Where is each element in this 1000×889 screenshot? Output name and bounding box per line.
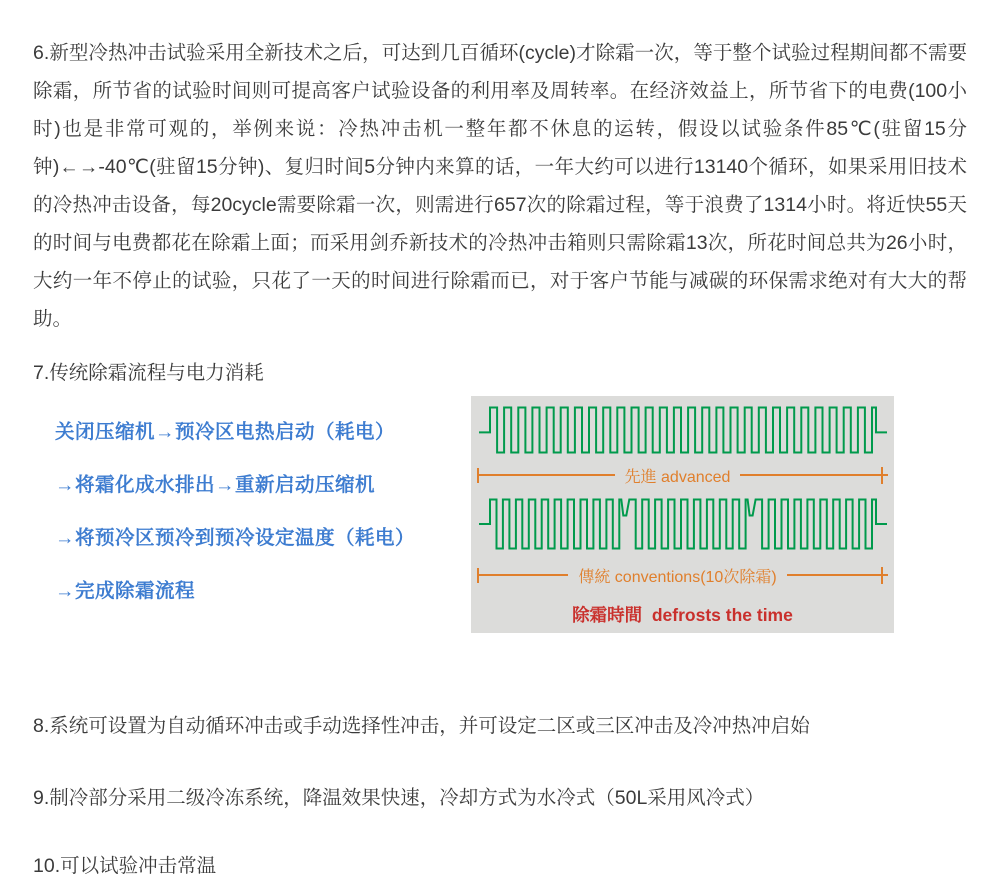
section-7-heading: 7.传统除霜流程与电力消耗: [33, 362, 264, 384]
advanced-waveform: [478, 406, 888, 454]
figure-caption: 除霜時間 defrosts the time: [572, 605, 793, 625]
conventional-dimension: [477, 566, 888, 584]
conventional-waveform: [478, 498, 888, 550]
dimension-line: [479, 474, 615, 476]
defrost-step-1: 关闭压缩机→预冷区电热启动（耗电）: [55, 421, 396, 443]
paragraph-item-9: 9.制冷部分采用二级冷冻系统，降温效果快速，冷却方式为水冷式（50L采用风冷式）: [33, 787, 765, 809]
defrost-step-2: →将霜化成水排出→重新启动压缩机: [55, 474, 376, 496]
defrost-steps-list: [33, 396, 471, 632]
dimension-right-cap-icon: [876, 567, 888, 584]
dimension-line: [479, 574, 568, 576]
defrost-comparison-figure: [471, 396, 894, 633]
defrost-flow-section: [33, 396, 967, 633]
paragraph-item-10: 10.可以试验冲击常温: [33, 855, 217, 877]
advanced-dimension: [477, 466, 888, 484]
advanced-label: 先進 advanced: [624, 468, 731, 486]
defrost-step-3: →将预冷区预冷到预冷设定温度（耗电）: [55, 527, 416, 549]
defrost-step-4: →完成除霜流程: [55, 580, 196, 602]
paragraph-item-6: 6.新型冷热冲击试验采用全新技术之后，可达到几百循环(cycle)才除霜一次，等于整个试验过程期间都不需要除霜，所节省的试验时间则可提高客户试验设备的利用率及周转率。在经济效益上，所节省下的电费(100小时)也是非常可观的，举例来说：冷热冲击机一整年都不休息的运转，假设以试验条件85℃(驻留15分钟)←→-40℃(驻留15分钟)、复归时间5分钟内来算的话，一年大约可以进行13140个循环，如果采用旧技术的冷热冲击设备，每20cycle需要除霜一次，则需进行657次的除霜过程，等于浪费了1314小时。将近快55天的时间与电费都花在除霜上面；而采用剑乔新技术的冷热冲击箱则只需除霜13次，所花时间总共为26小时，大约一年不停止的试验，只花了一天的时间进行除霜而已，对于客户节能与减碳的环保需求绝对有大大的帮助。: [33, 42, 967, 330]
dimension-line: [787, 574, 876, 576]
conventional-label: 傳統 conventions(10次除霜): [578, 568, 777, 586]
dimension-right-cap-icon: [876, 467, 888, 484]
paragraph-item-8: 8.系统可设置为自动循环冲击或手动选择性冲击，并可设定二区或三区冲击及冷冲热冲启始: [33, 715, 810, 737]
dimension-line: [740, 474, 876, 476]
